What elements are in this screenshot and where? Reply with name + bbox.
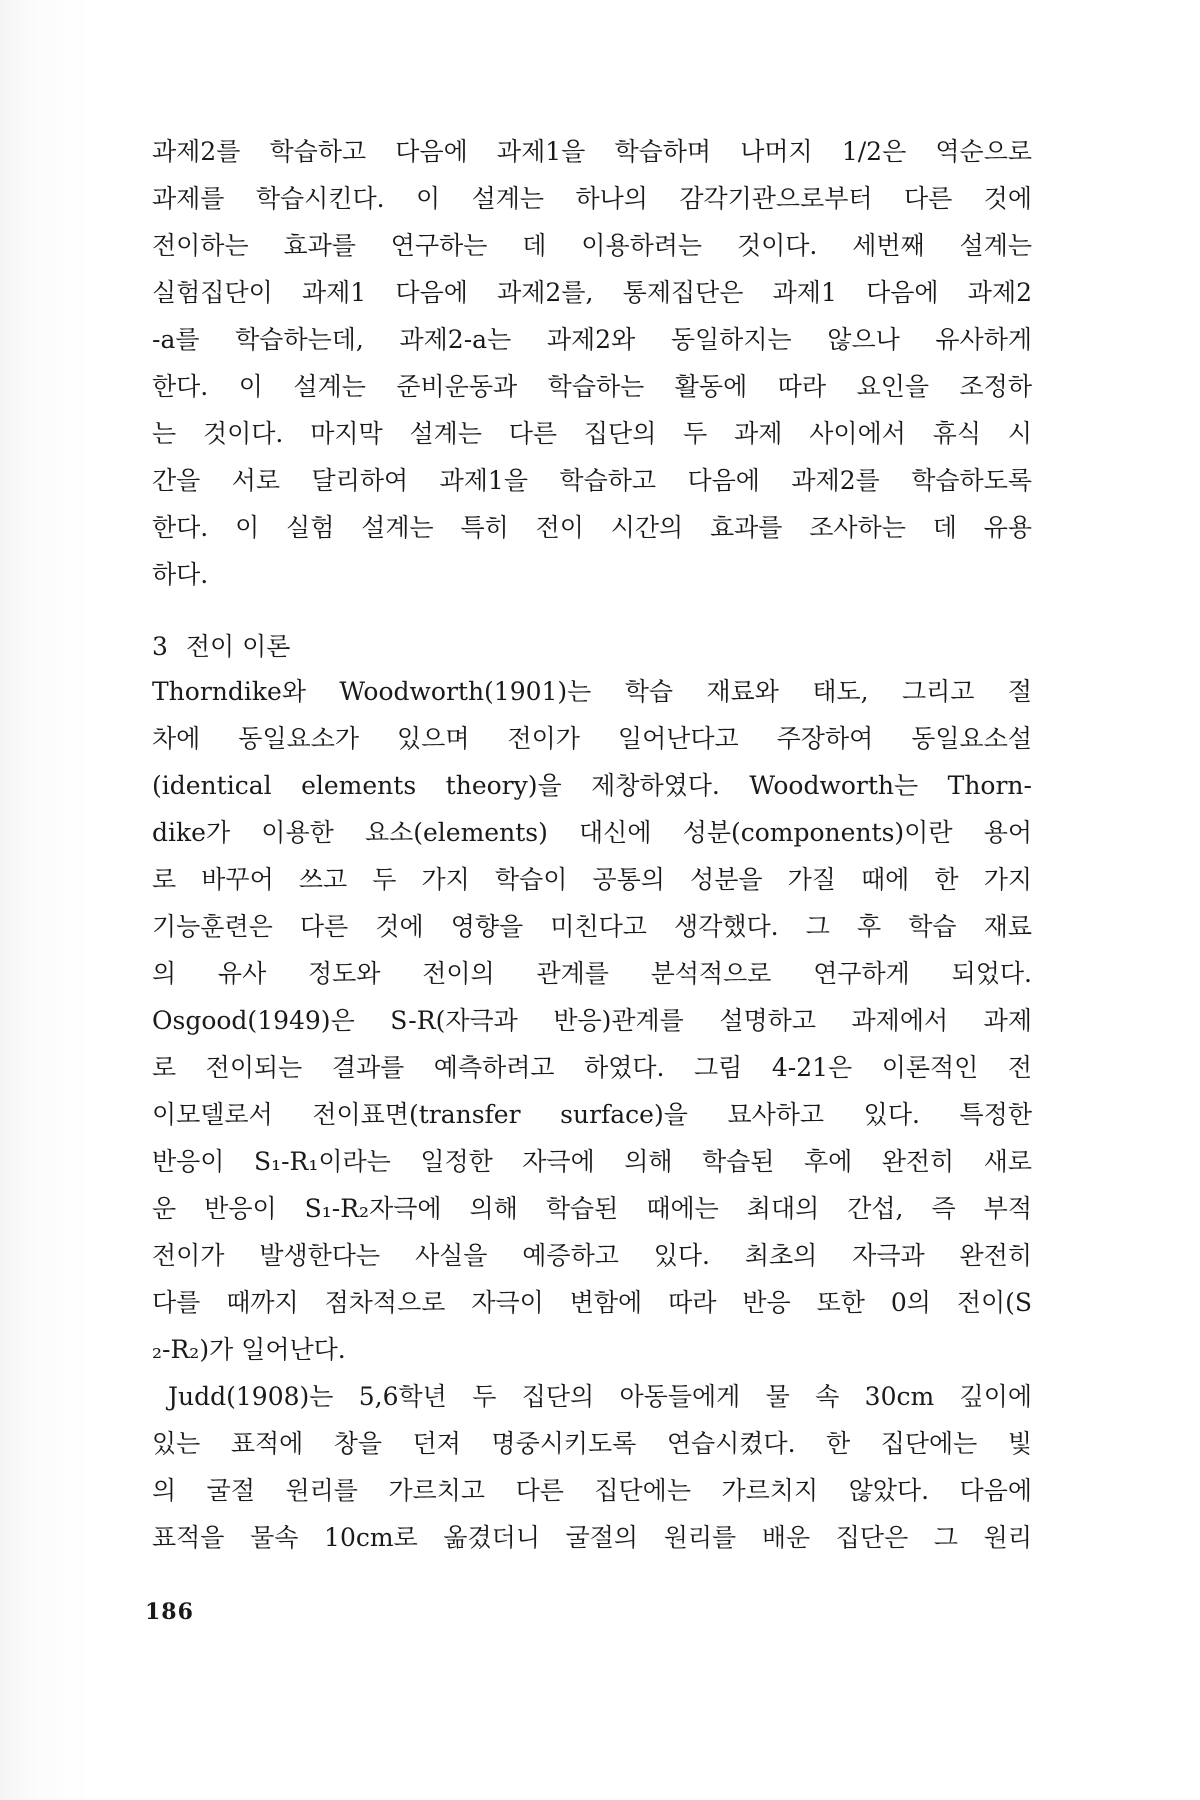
text-line: -a를 학습하는데, 과제2-a는 과제2와 동일하지는 않으나 유사하게 [152, 325, 1032, 354]
text-line: 는 것이다. 마지막 설계는 다른 집단의 두 과제 사이에서 휴식 시 [152, 419, 1032, 448]
section-heading [152, 627, 290, 667]
text-line: 반응이 S₁-R₁이라는 일정한 자극에 의해 학습된 후에 완전히 새로 [152, 1147, 1032, 1176]
text-line: 의 굴절 원리를 가르치고 다른 집단에는 가르치지 않았다. 다음에 [152, 1476, 1032, 1505]
section-title: 전이 이론 [185, 632, 291, 661]
text-line: 하다. [152, 560, 209, 589]
text-line: 있는 표적에 창을 던져 명중시키도록 연습시켰다. 한 집단에는 빛 [152, 1429, 1032, 1458]
text-line: 한다. 이 실험 설계는 특히 전이 시간의 효과를 조사하는 데 유용 [152, 513, 1032, 542]
text-line: Thorndike와 Woodworth(1901)는 학습 재료와 태도, 그리고 절 [152, 677, 1032, 706]
text-line: 기능훈련은 다른 것에 영향을 미친다고 생각했다. 그 후 학습 재료 [152, 912, 1032, 941]
text-line: dike가 이용한 요소(elements) 대신에 성분(components)이란 용어 [152, 818, 1032, 847]
text-line: 이모델로서 전이표면(transfer surface)을 묘사하고 있다. 특정한 [152, 1100, 1032, 1129]
text-line: Osgood(1949)은 S-R(자극과 반응)관계를 설명하고 과제에서 과제 [152, 1006, 1032, 1035]
text-line: 과제를 학습시킨다. 이 설계는 하나의 감각기관으로부터 다른 것에 [152, 184, 1032, 213]
text-line: 의 유사 정도와 전이의 관계를 분석적으로 연구하게 되었다. [152, 959, 1032, 988]
text-line: 실험집단이 과제1 다음에 과제2를, 통제집단은 과제1 다음에 과제2 [152, 278, 1032, 307]
text-line: (identical elements theory)을 제창하였다. Woodworth는 Thorn- [152, 771, 1032, 800]
text-line: 표적을 물속 10cm로 옮겼더니 굴절의 원리를 배운 집단은 그 원리 [152, 1523, 1032, 1552]
section-number: 3 [152, 632, 168, 661]
text-line: 차에 동일요소가 있으며 전이가 일어난다고 주장하여 동일요소설 [152, 724, 1032, 753]
text-line: 전이하는 효과를 연구하는 데 이용하려는 것이다. 세번째 설계는 [152, 231, 1032, 260]
text-line: 전이가 발생한다는 사실을 예증하고 있다. 최초의 자극과 완전히 [152, 1241, 1032, 1270]
text-line: 로 바꾸어 쓰고 두 가지 학습이 공통의 성분을 가질 때에 한 가지 [152, 865, 1032, 894]
text-line: 운 반응이 S₁-R₂자극에 의해 학습된 때에는 최대의 간섭, 즉 부적 [152, 1194, 1032, 1223]
text-line: 다를 때까지 점차적으로 자극이 변함에 따라 반응 또한 0의 전이(S [152, 1288, 1032, 1317]
body-text-transfer-theory [152, 668, 1032, 1561]
text-line: 간을 서로 달리하여 과제1을 학습하고 다음에 과제2를 학습하도록 [152, 466, 1032, 495]
text-line: 한다. 이 설계는 준비운동과 학습하는 활동에 따라 요인을 조정하 [152, 372, 1032, 401]
text-line: 로 전이되는 결과를 예측하려고 하였다. 그림 4-21은 이론적인 전 [152, 1053, 1032, 1082]
text-line: 과제2를 학습하고 다음에 과제1을 학습하며 나머지 1/2은 역순으로 [152, 137, 1032, 166]
page-number: 186 [145, 1599, 194, 1625]
text-line: ₂-R₂)가 일어난다. [152, 1335, 346, 1364]
paragraph-experimental-design [152, 128, 1032, 598]
text-line: Judd(1908)는 5,6학년 두 집단의 아동들에게 물 속 30cm 깊이에 [168, 1382, 1032, 1411]
